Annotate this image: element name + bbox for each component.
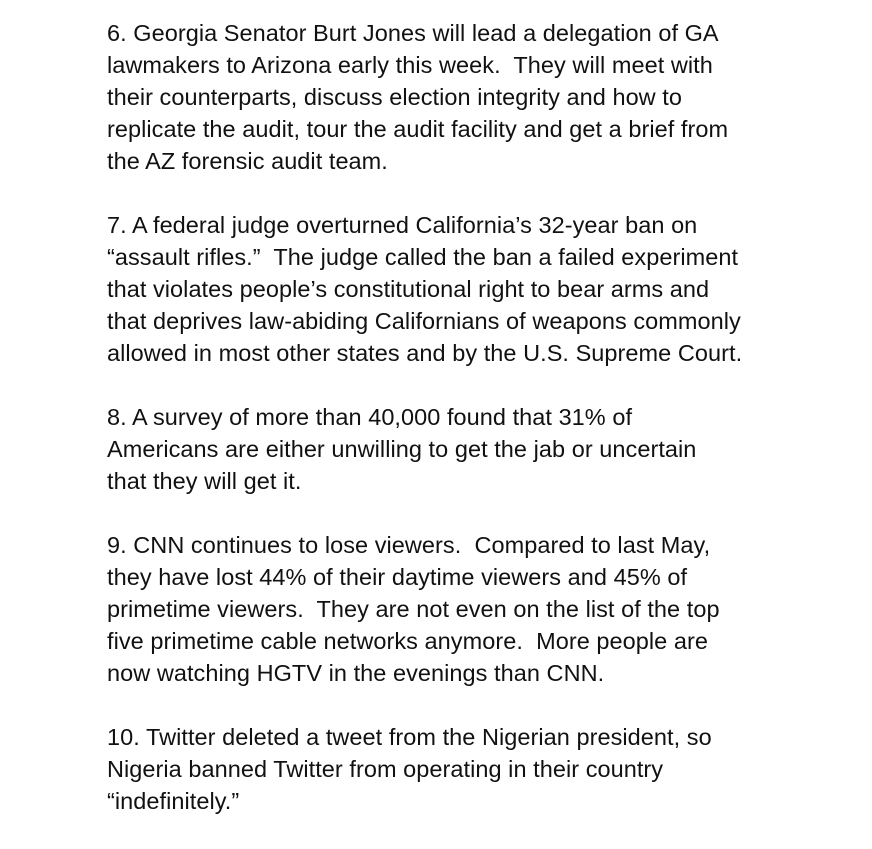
text-line: 10. Twitter deleted a tweet from the Nigerian president, so — [107, 724, 712, 750]
news-item-6 — [107, 17, 857, 177]
text-line: 9. CNN continues to lose viewers. Compared to last May, — [107, 532, 711, 558]
news-item-10 — [107, 721, 857, 817]
text-line: 6. Georgia Senator Burt Jones will lead a delegation of GA — [107, 20, 719, 46]
text-line: five primetime cable networks anymore. More people are — [107, 628, 708, 654]
text-line: that violates people’s constitutional right to bear arms and — [107, 276, 710, 302]
text-line: “indefinitely.” — [107, 788, 240, 814]
text-line: “assault rifles.” The judge called the ban a failed experiment — [107, 244, 739, 270]
text-line: their counterparts, discuss election integrity and how to — [107, 84, 682, 110]
news-item-9 — [107, 529, 857, 689]
text-line: they have lost 44% of their daytime viewers and 45% of — [107, 564, 688, 590]
text-line: the AZ forensic audit team. — [107, 148, 388, 174]
text-line: replicate the audit, tour the audit facility and get a brief from — [107, 116, 729, 142]
text-line: lawmakers to Arizona early this week. They will meet with — [107, 52, 713, 78]
text-line: allowed in most other states and by the U.S. Supreme Court. — [107, 340, 743, 366]
text-line: 8. A survey of more than 40,000 found that 31% of — [107, 404, 633, 430]
text-line: that they will get it. — [107, 468, 302, 494]
news-item-8 — [107, 401, 857, 497]
text-line: primetime viewers. They are not even on the list of the top — [107, 596, 720, 622]
news-item-7 — [107, 209, 857, 369]
text-line: Nigeria banned Twitter from operating in their country — [107, 756, 664, 782]
news-list-document — [107, 17, 857, 849]
text-line: Americans are either unwilling to get the jab or uncertain — [107, 436, 697, 462]
text-line: now watching HGTV in the evenings than CNN. — [107, 660, 605, 686]
text-line: 7. A federal judge overturned California’s 32-year ban on — [107, 212, 698, 238]
text-line: that deprives law-abiding Californians of weapons commonly — [107, 308, 741, 334]
